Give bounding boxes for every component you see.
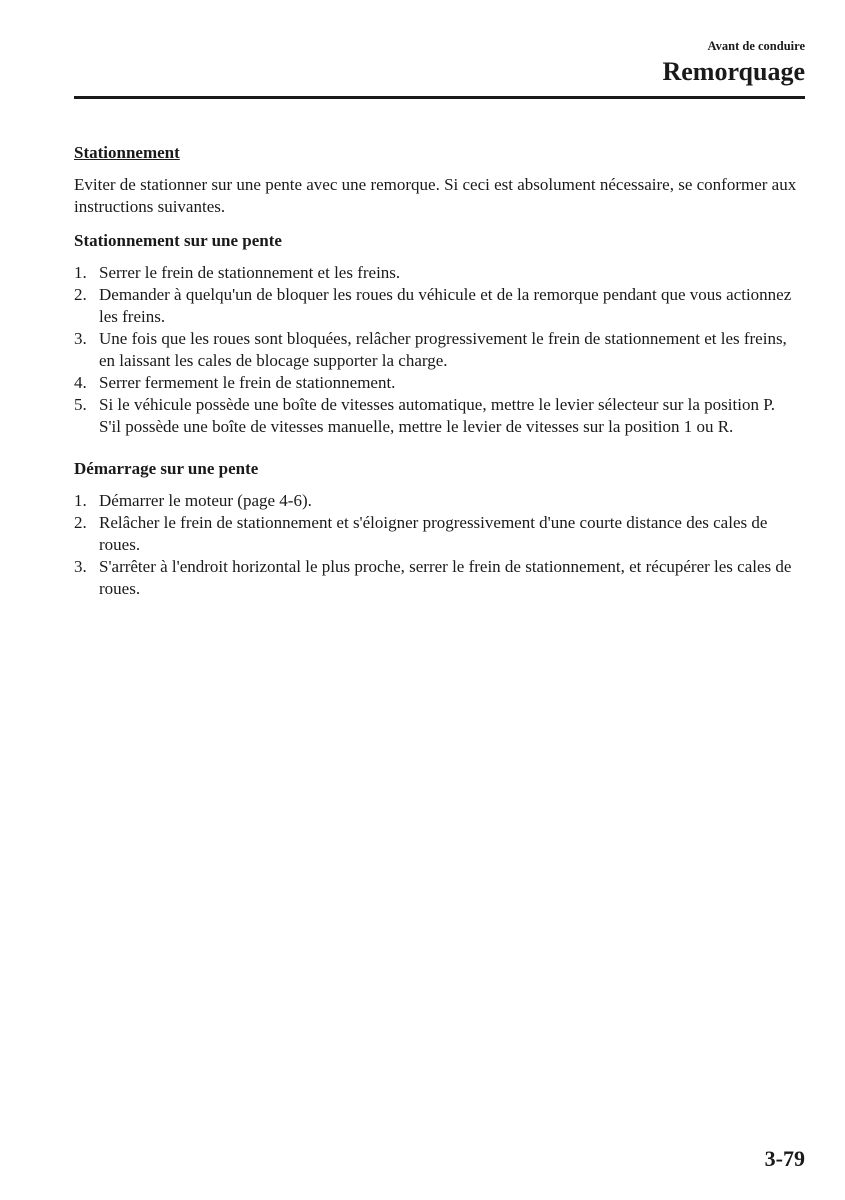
list-item [74,372,797,394]
list-item [74,284,797,328]
step-number: 1. [74,263,87,282]
start-steps-list [74,490,797,600]
step-number: 3. [74,329,87,348]
step-text: Relâcher le frein de stationnement et s'éloigner progressivement d'une courte distance des cales de roues. [99,513,768,554]
step-number: 3. [74,557,87,576]
step-number: 2. [74,513,87,532]
step-number: 1. [74,491,87,510]
step-text: Serrer le frein de stationnement et les freins. [99,263,401,282]
list-item [74,556,797,600]
chapter-label: Avant de conduire [707,39,805,53]
step-text: Si le véhicule possède une boîte de vitesses automatique, mettre le levier sélecteur sur la position P. S'il possède une boîte de vitesses manuelle, mettre le levier de vitesses sur la position 1 ou R. [99,395,776,436]
list-item [74,328,797,372]
page-number: 3-79 [764,1146,805,1171]
step-text: S'arrêter à l'endroit horizontal le plus proche, serrer le frein de stationnement, et récupérer les cales de roues. [99,557,792,598]
list-item [74,512,797,556]
step-number: 5. [74,395,87,414]
page-header [74,38,805,88]
step-number: 2. [74,285,87,304]
step-text: Une fois que les roues sont bloquées, relâcher progressivement le frein de stationnement et les freins, en laissant les cales de blocage supporter la charge. [99,329,787,370]
step-text: Serrer fermement le frein de stationnement. [99,373,396,392]
heading-start-slope: Démarrage sur une pente [74,459,259,478]
section-title: Remorquage [662,57,805,86]
step-number: 4. [74,373,87,392]
header-divider [74,96,805,99]
parking-steps-list [74,262,797,438]
list-item [74,262,797,284]
heading-parking-slope: Stationnement sur une pente [74,231,282,250]
page-content [74,142,797,600]
list-item [74,490,797,512]
step-text: Demander à quelqu'un de bloquer les roues du véhicule et de la remorque pendant que vous actionnez les freins. [99,285,792,326]
list-item [74,394,797,438]
intro-paragraph: Eviter de stationner sur une pente avec une remorque. Si ceci est absolument nécessaire, se conformer aux instructions suivantes. [74,175,797,216]
step-text: Démarrer le moteur (page 4-6). [99,491,312,510]
heading-stationnement: Stationnement [74,143,180,162]
